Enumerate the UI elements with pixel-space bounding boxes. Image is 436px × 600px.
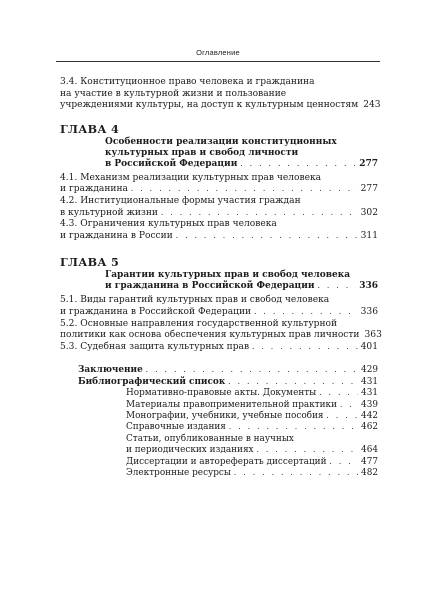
toc-entry-text: Справочные издания bbox=[126, 422, 226, 433]
toc-entry-text: Нормативно-правовые акты. Документы bbox=[126, 388, 317, 399]
toc-entry-leader-line bbox=[60, 208, 378, 220]
chapter-5 bbox=[60, 255, 382, 353]
toc-entry-line: Статьи, опубликованные в научных bbox=[126, 433, 294, 444]
toc-entry-leader-line bbox=[60, 342, 378, 354]
toc-entry-line: 5.1. Виды гарантий культурных прав и свобод человека bbox=[60, 295, 330, 306]
toc-entry-conclusion[interactable] bbox=[78, 365, 378, 376]
dot-leader bbox=[329, 457, 359, 468]
toc-entry-text: и гражданина bbox=[60, 184, 128, 195]
dot-leader bbox=[251, 342, 358, 354]
chapter-4 bbox=[60, 123, 378, 243]
toc-entry-text: и гражданина в Российской Федерации bbox=[60, 306, 252, 317]
dot-leader bbox=[233, 468, 358, 479]
back-matter bbox=[60, 365, 378, 479]
chapter-entries bbox=[60, 295, 382, 353]
page-number: 336 bbox=[360, 306, 378, 317]
dot-leader bbox=[339, 400, 358, 411]
chapter-title-line: Гарантии культурных прав и свобод человека bbox=[105, 270, 351, 281]
chapter-title[interactable] bbox=[105, 137, 378, 170]
toc-entry-line: 4.2. Институциональные формы участия граждан bbox=[60, 195, 301, 206]
page-number: 277 bbox=[360, 184, 378, 195]
dot-leader bbox=[326, 411, 359, 422]
toc-entry-dissertations[interactable] bbox=[126, 457, 378, 468]
toc-content bbox=[60, 77, 382, 479]
toc-entry-monographs[interactable] bbox=[126, 411, 378, 422]
toc-entry-text: Библиографический список bbox=[78, 376, 226, 387]
toc-entry-case-law[interactable] bbox=[126, 400, 378, 411]
page-number: 431 bbox=[361, 376, 378, 387]
toc-entry-bibliography[interactable] bbox=[78, 377, 378, 388]
dot-leader bbox=[130, 184, 358, 196]
page-number: 311 bbox=[360, 230, 378, 241]
toc-entry-4-3[interactable] bbox=[60, 219, 378, 242]
bibliography-subsections bbox=[78, 388, 378, 479]
toc-entry-leader-line bbox=[60, 231, 378, 243]
dot-leader bbox=[175, 231, 358, 243]
running-head: Оглавление bbox=[196, 48, 240, 57]
page-number: 401 bbox=[360, 341, 378, 352]
toc-entry-line: 3.4. Конституционное право человека и гражданина bbox=[60, 77, 315, 87]
toc-entry-text: Диссертации и автореферать диссертаций bbox=[126, 456, 327, 467]
toc-entry-normative-acts[interactable] bbox=[126, 388, 378, 399]
page-number: 363 bbox=[364, 330, 382, 341]
toc-entry-text: и периодических изданиях bbox=[126, 445, 254, 456]
dot-leader bbox=[253, 307, 358, 319]
chapter-title-leader-line bbox=[105, 281, 378, 292]
toc-entry-4-2[interactable] bbox=[60, 196, 378, 219]
toc-entry-3-4[interactable] bbox=[60, 77, 381, 112]
toc-entry-text: учреждениями культуры, на доступ к культурным ценностям bbox=[60, 100, 359, 111]
chapter-label: ГЛАВА 4 bbox=[60, 121, 120, 136]
toc-entry-leader-line bbox=[60, 100, 381, 112]
dot-leader bbox=[318, 388, 358, 399]
page-number: 464 bbox=[361, 445, 378, 456]
page-number: 442 bbox=[361, 410, 378, 421]
toc-entry-4-1[interactable] bbox=[60, 173, 378, 196]
page-number: 302 bbox=[360, 207, 378, 218]
dot-leader bbox=[227, 377, 358, 388]
toc-entry-line: 4.1. Механизм реализации культурных прав человека bbox=[60, 172, 322, 183]
chapter-title-leader-line bbox=[105, 159, 378, 170]
toc-entry-text: в культурной жизни bbox=[60, 207, 158, 218]
chapter-title-text: и гражданина в Российской Федерации bbox=[105, 281, 315, 292]
toc-entry-line: на участие в культурной жизни и пользование bbox=[60, 88, 287, 99]
toc-entry-electronic-resources[interactable] bbox=[126, 468, 378, 479]
toc-entry-reference-works[interactable] bbox=[126, 422, 378, 433]
toc-entry-articles[interactable] bbox=[126, 434, 378, 457]
dot-leader bbox=[256, 445, 358, 456]
toc-entry-text: и гражданина в России bbox=[60, 230, 173, 241]
page-number: 336 bbox=[359, 281, 378, 292]
toc-entry-line: 5.2. Основные направления государственной культурной bbox=[60, 318, 338, 329]
toc-entry-text: 5.3. Судебная защита культурных прав bbox=[60, 341, 250, 352]
dot-leader bbox=[145, 365, 358, 376]
page-number: 482 bbox=[361, 467, 378, 478]
toc-entry-leader-line bbox=[60, 184, 378, 196]
page-number: 277 bbox=[359, 158, 378, 169]
page-number: 439 bbox=[361, 399, 378, 410]
toc-entry-text: политики как основа обеспечения культурных прав личности bbox=[60, 330, 360, 341]
dot-leader bbox=[239, 159, 356, 170]
toc-entry-text: Монографии, учебники, учебные пособия bbox=[126, 410, 324, 421]
toc-entry-line: 4.3. Ограничения культурных прав человека bbox=[60, 219, 277, 230]
chapter-entries bbox=[60, 173, 378, 243]
toc-entry-5-2[interactable] bbox=[60, 318, 382, 342]
dot-leader bbox=[160, 208, 358, 220]
page-number: 462 bbox=[361, 422, 378, 433]
toc-entry-leader-line bbox=[60, 307, 378, 319]
dot-leader bbox=[228, 422, 358, 433]
toc-entry-leader-line bbox=[60, 330, 382, 342]
page-number: 429 bbox=[361, 365, 378, 376]
page-number: 243 bbox=[363, 100, 381, 111]
toc-entry-leader-line bbox=[126, 445, 378, 456]
chapter-title-line: культурных прав и свобод личности bbox=[105, 147, 299, 158]
toc-entry-text: Электронные ресурсы bbox=[126, 467, 231, 478]
chapter-title[interactable] bbox=[105, 270, 378, 292]
toc-entry-5-1[interactable] bbox=[60, 295, 378, 318]
page-number: 477 bbox=[361, 456, 378, 467]
chapter-label: ГЛАВА 5 bbox=[60, 255, 120, 270]
toc-entry-5-3[interactable] bbox=[60, 342, 378, 354]
toc-entry-text: Материалы правоприменительной практики bbox=[126, 399, 338, 410]
chapter-title-text: в Российской Федерации bbox=[105, 158, 238, 169]
page-number: 431 bbox=[361, 388, 378, 399]
dot-leader bbox=[317, 281, 357, 292]
toc-entry-text: Заключение bbox=[78, 365, 143, 376]
header-rule bbox=[56, 61, 380, 62]
chapter-title-line: Особенности реализации конституционных bbox=[105, 136, 337, 147]
